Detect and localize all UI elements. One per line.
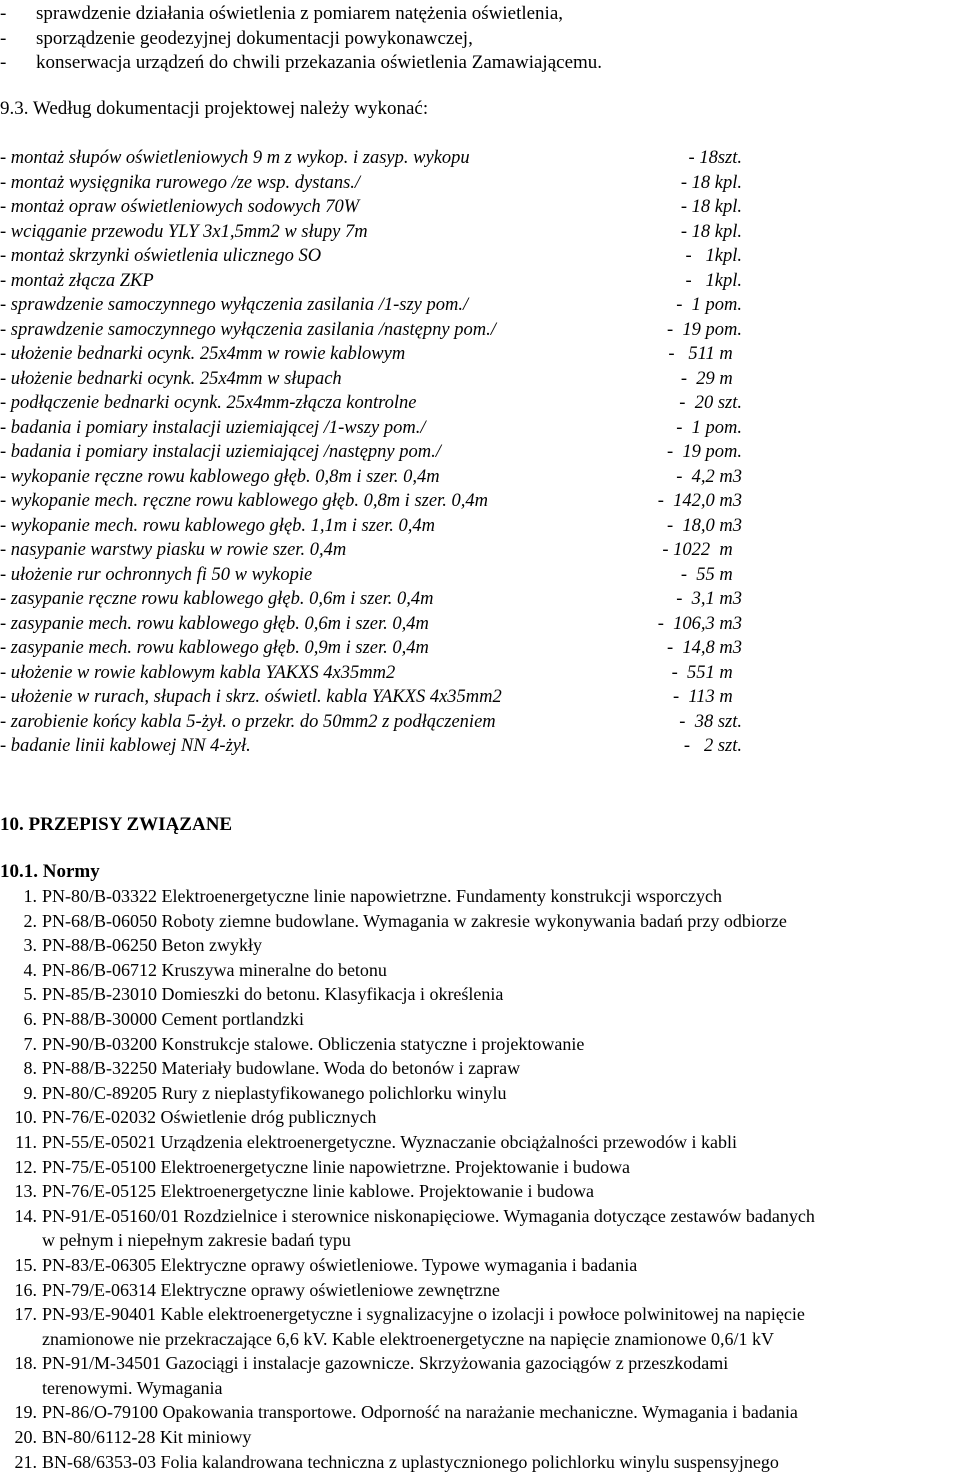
norm-number: 10.	[14, 1107, 37, 1128]
work-item-description: - sprawdzenie samoczynnego wyłączenia zasilania /następny pom./	[0, 319, 496, 340]
work-item-quantity: - 551 m	[671, 662, 742, 683]
work-item	[0, 465, 960, 490]
norm-number: 6.	[23, 1008, 37, 1029]
norm-text: BN-80/6112-28 Kit miniowy	[42, 1427, 252, 1448]
work-item	[0, 612, 960, 637]
dash-marker: -	[0, 27, 7, 49]
work-item-description: - ułożenie bednarki ocynk. 25x4mm w słupach	[0, 368, 342, 389]
work-item-description: - ułożenie rur ochronnych fi 50 w wykopie	[0, 564, 313, 585]
norm-text: PN-91/E-05160/01 Rozdzielnice i sterownice niskonapięciowe. Wymagania dotyczące zestawów badanych	[42, 1205, 815, 1226]
work-item-quantity: - 14,8 m3	[666, 638, 742, 658]
work-item-description: - ułożenie w rowie kablowym kabla YAKXS 4x35mm2	[0, 662, 396, 683]
work-item-quantity: - 3,1 m3	[676, 589, 742, 609]
norm-item	[0, 909, 960, 934]
norm-text: PN-76/E-02032 Oświetlenie dróg publicznych	[42, 1107, 377, 1128]
work-item	[0, 293, 960, 318]
work-item-description: - badania i pomiary instalacji uziemiającej /1-wszy pom./	[0, 417, 426, 438]
norm-item	[0, 1007, 960, 1032]
norm-text: PN-80/B-03322 Elektroenergetyczne linie napowietrzne. Fundamenty konstrukcji wsporczych	[42, 886, 722, 906]
norm-number: 8.	[23, 1058, 37, 1079]
work-item-quantity: - 106,3 m3	[657, 613, 742, 634]
work-item-quantity: - 18 kpl.	[680, 172, 742, 193]
norm-item	[0, 1450, 960, 1474]
work-item-description: - wykopanie mech. ręczne rowu kablowego głęb. 0,8m i szer. 0,4m	[0, 491, 488, 511]
work-item	[0, 636, 960, 661]
work-item	[0, 563, 960, 588]
work-item-quantity: - 55 m	[680, 564, 742, 585]
norm-number: 14.	[14, 1205, 37, 1226]
dash-marker: -	[0, 52, 7, 73]
norm-number: 16.	[14, 1279, 37, 1300]
norms-list	[0, 884, 960, 1474]
work-item	[0, 661, 960, 686]
norm-number: 17.	[14, 1304, 37, 1325]
norm-number: 9.	[23, 1082, 37, 1103]
norm-item	[0, 1253, 960, 1278]
work-item	[0, 171, 960, 196]
norm-number: 13.	[14, 1181, 37, 1202]
work-item	[0, 195, 960, 220]
norm-item	[0, 1351, 960, 1400]
work-item	[0, 734, 960, 759]
norm-text: PN-88/B-06250 Beton zwykły	[42, 935, 262, 956]
norm-number: 1.	[23, 886, 37, 906]
norm-text: PN-76/E-05125 Elektroenergetyczne linie kablowe. Projektowanie i budowa	[42, 1181, 595, 1202]
norm-number: 3.	[23, 935, 37, 956]
work-item-quantity: - 38 szt.	[679, 711, 742, 732]
work-item	[0, 538, 960, 563]
norm-text: PN-91/M-34501 Gazociągi i instalacje gazownicze. Skrzyżowania gazociągów z przeszkodami	[42, 1353, 729, 1374]
work-item	[0, 367, 960, 392]
work-item	[0, 146, 960, 171]
norm-text: BN-68/6353-03 Folia kalandrowana techniczna z uplastycznionego polichlorku winylu suspensyjnego	[42, 1451, 779, 1472]
work-item-description: - zasypanie mech. rowu kablowego głęb. 0,9m i szer. 0,4m	[0, 638, 429, 658]
work-item	[0, 318, 960, 343]
norm-item	[0, 1130, 960, 1155]
norm-text: PN-80/C-89205 Rury z nieplastyfikowanego polichlorku winylu	[42, 1082, 507, 1103]
section-10-heading: 10. PRZEPISY ZWIĄZANE	[0, 814, 233, 835]
intro-item	[0, 27, 602, 52]
norm-item	[0, 1204, 960, 1253]
norm-item	[0, 1302, 960, 1351]
norm-text: PN-86/B-06712 Kruszywa mineralne do betonu	[42, 959, 387, 980]
intro-item	[0, 51, 602, 76]
norm-item	[0, 1278, 960, 1303]
work-item-description: - wykopanie ręczne rowu kablowego głęb. 0,8m i szer. 0,4m	[0, 466, 440, 487]
norm-number: 18.	[14, 1353, 37, 1374]
work-item-description: - montaż opraw oświetleniowych sodowych 70W	[0, 197, 360, 217]
work-item-description: - zasypanie mech. rowu kablowego głęb. 0,6m i szer. 0,4m	[0, 613, 429, 634]
work-item	[0, 269, 960, 294]
work-item	[0, 685, 960, 710]
intro-item	[0, 2, 602, 27]
work-item-description: - zarobienie końcy kabla 5-żył. o przekr. do 50mm2 z podłączeniem	[0, 711, 496, 732]
work-item-description: - badania i pomiary instalacji uziemiającej /następny pom./	[0, 442, 441, 462]
intro-item-text: sprawdzenie działania oświetlenia z pomiarem natężenia oświetlenia,	[36, 3, 564, 24]
work-item	[0, 587, 960, 612]
work-item-description: - ułożenie bednarki ocynk. 25x4mm w rowie kablowym	[0, 344, 406, 364]
work-item	[0, 416, 960, 441]
norm-text: PN-90/B-03200 Konstrukcje stalowe. Obliczenia statyczne i projektowanie	[42, 1033, 585, 1054]
work-item-description: - montaż wysięgnika rurowego /ze wsp. dystans./	[0, 172, 361, 193]
work-item-quantity: - 29 m	[680, 368, 742, 389]
work-item-description: - sprawdzenie samoczynnego wyłączenia zasilania /1-szy pom./	[0, 295, 469, 315]
norm-item	[0, 982, 960, 1007]
work-item	[0, 220, 960, 245]
work-item-quantity: - 1kpl.	[685, 246, 742, 266]
norm-text: PN-88/B-32250 Materiały budowlane. Woda do betonów i zapraw	[42, 1058, 521, 1079]
norm-text: PN-88/B-30000 Cement portlandzki	[42, 1008, 304, 1029]
work-item-quantity: - 18 kpl.	[680, 221, 742, 242]
work-item-quantity: - 2 szt.	[683, 736, 742, 756]
work-item-quantity: - 1kpl.	[685, 270, 742, 291]
norm-item	[0, 1032, 960, 1057]
work-item-description: - ułożenie w rurach, słupach i skrz. oświetl. kabla YAKXS 4x35mm2	[0, 687, 502, 707]
work-item-quantity: - 113 m	[672, 687, 742, 707]
norm-item	[0, 933, 960, 958]
intro-list	[0, 2, 602, 76]
norm-text: PN-83/E-06305 Elektryczne oprawy oświetleniowe. Typowe wymagania i badania	[42, 1254, 638, 1275]
norm-item	[0, 1081, 960, 1106]
work-item	[0, 440, 960, 465]
work-item-quantity: - 511 m	[668, 344, 742, 364]
work-item-description: - badanie linii kablowej NN 4-żył.	[0, 736, 251, 756]
norm-item	[0, 1056, 960, 1081]
norm-number: 19.	[14, 1402, 37, 1423]
norm-item	[0, 1400, 960, 1425]
norm-number: 15.	[14, 1254, 37, 1275]
work-item-description: - nasypanie warstwy piasku w rowie szer. 0,4m	[0, 540, 347, 560]
work-item-description: - montaż słupów oświetleniowych 9 m z wykop. i zasyp. wykopu	[0, 148, 470, 168]
work-item-quantity: - 4,2 m3	[676, 466, 742, 487]
work-item	[0, 342, 960, 367]
norm-text: PN-79/E-06314 Elektryczne oprawy oświetleniowe zewnętrzne	[42, 1279, 500, 1300]
norm-item	[0, 1179, 960, 1204]
norm-item	[0, 884, 960, 909]
norm-text: PN-86/O-79100 Opakowania transportowe. Odporność na narażanie mechaniczne. Wymagania i badania	[42, 1402, 798, 1423]
work-item-quantity: - 1 pom.	[676, 295, 742, 315]
norm-number: 20.	[14, 1427, 37, 1448]
work-item-quantity: - 20 szt.	[679, 393, 742, 413]
norm-number: 21.	[14, 1451, 37, 1472]
norm-text-continuation: znamionowe nie przekraczające 6,6 kV. Kable elektroenergetyczne na napięcie znamionowe 0,6/1 kV	[42, 1328, 775, 1349]
work-item	[0, 514, 960, 539]
norm-number: 12.	[14, 1156, 37, 1177]
norm-text: PN-75/E-05100 Elektroenergetyczne linie napowietrzne. Projektowanie i budowa	[42, 1156, 630, 1177]
section-9-3-heading: 9.3. Według dokumentacji projektowej należy wykonać:	[0, 98, 429, 119]
norm-text: PN-68/B-06050 Roboty ziemne budowlane. Wymagania w zakresie wykonywania badań przy odbiorze	[42, 910, 787, 931]
work-item-quantity: - 1022 m	[662, 540, 742, 560]
norm-text-continuation: terenowymi. Wymagania	[42, 1377, 223, 1398]
section-10-1-heading: 10.1. Normy	[0, 861, 100, 882]
norm-text-continuation: w pełnym i niepełnym zakresie badań typu	[42, 1230, 351, 1251]
norm-text: PN-85/B-23010 Domieszki do betonu. Klasyfikacja i określenia	[42, 984, 504, 1005]
work-item	[0, 710, 960, 735]
norm-number: 7.	[23, 1033, 37, 1054]
works-list	[0, 146, 960, 759]
work-item	[0, 489, 960, 514]
work-item	[0, 244, 960, 269]
norm-number: 11.	[15, 1131, 37, 1152]
work-item-quantity: - 1 pom.	[676, 417, 742, 438]
work-item-description: - wykopanie mech. rowu kablowego głęb. 1,1m i szer. 0,4m	[0, 515, 436, 536]
norm-text: PN-55/E-05021 Urządzenia elektroenergetyczne. Wyznaczanie obciążalności przewodów i kabli	[42, 1131, 737, 1152]
work-item-quantity: - 142,0 m3	[657, 491, 742, 511]
work-item-description: - montaż skrzynki oświetlenia ulicznego SO	[0, 246, 322, 266]
norm-item	[0, 1105, 960, 1130]
work-item-quantity: - 18szt.	[688, 148, 742, 168]
norm-number: 4.	[23, 959, 37, 980]
work-item-quantity: - 19 pom.	[666, 442, 742, 462]
work-item-description: - zasypanie ręczne rowu kablowego głęb. 0,6m i szer. 0,4m	[0, 589, 434, 609]
work-item-description: - podłączenie bednarki ocynk. 25x4mm-złącza kontrolne	[0, 393, 417, 413]
intro-item-text: konserwacja urządzeń do chwili przekazania oświetlenia Zamawiającemu.	[36, 52, 603, 73]
norm-item	[0, 1425, 960, 1450]
dash-marker: -	[0, 3, 7, 24]
work-item-description: - wciąganie przewodu YLY 3x1,5mm2 w słupy 7m	[0, 221, 368, 242]
norm-item	[0, 958, 960, 983]
work-item-quantity: - 18,0 m3	[666, 515, 742, 536]
norm-number: 5.	[23, 984, 37, 1005]
work-item-quantity: - 18 kpl.	[680, 197, 742, 217]
work-item-description: - montaż złącza ZKP	[0, 270, 154, 291]
norm-text: PN-93/E-90401 Kable elektroenergetyczne i sygnalizacyjne o izolacji i powłoce polwinitowej na napięcie	[42, 1304, 805, 1325]
intro-item-text: sporządzenie geodezyjnej dokumentacji powykonawczej,	[36, 27, 473, 49]
norm-number: 2.	[23, 910, 37, 931]
work-item-quantity: - 19 pom.	[666, 319, 742, 340]
work-item	[0, 391, 960, 416]
norm-item	[0, 1155, 960, 1180]
